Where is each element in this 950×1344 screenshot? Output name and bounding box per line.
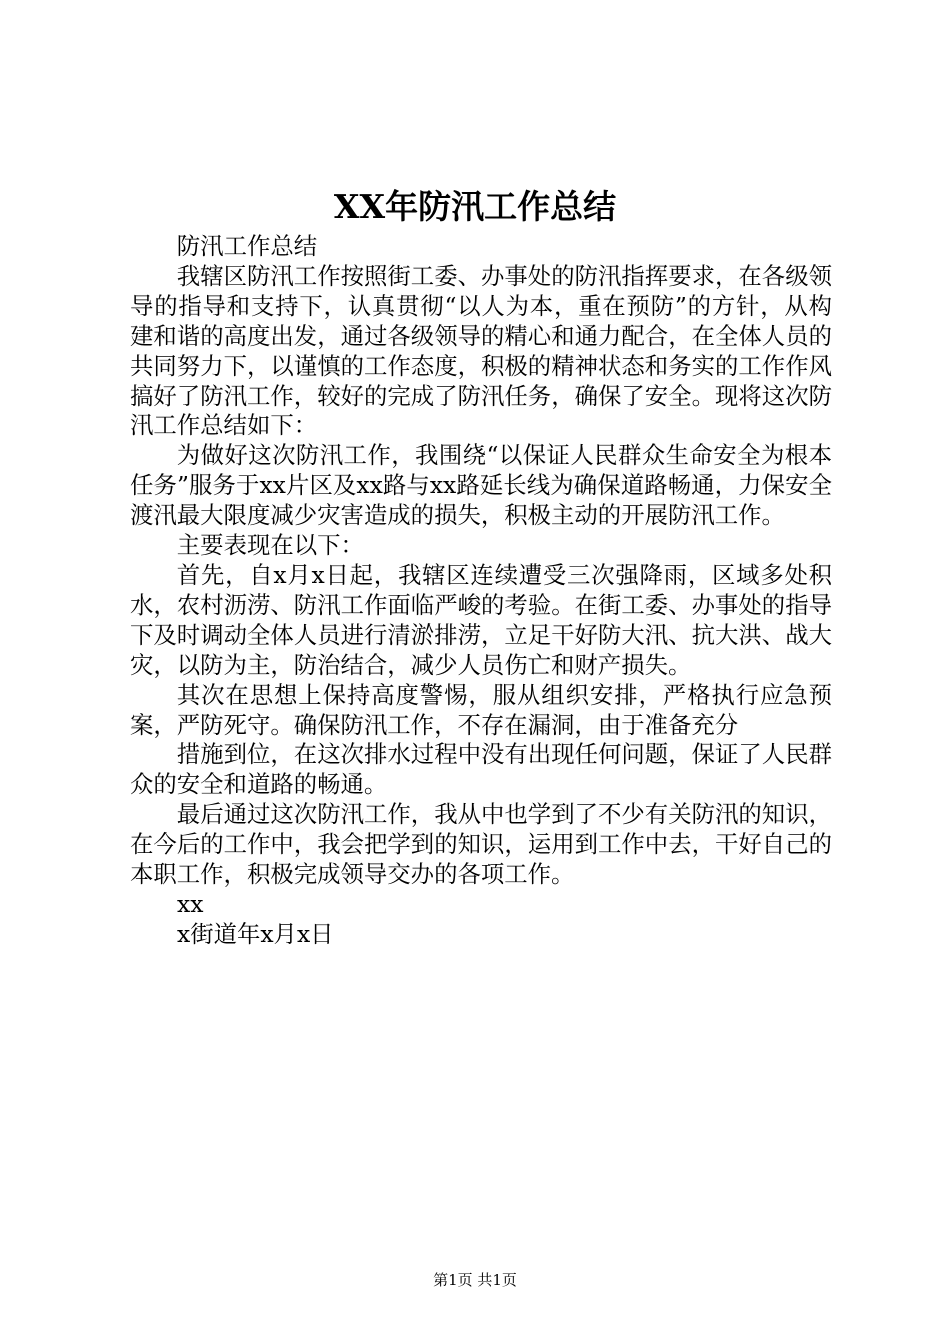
paragraph-last: 最后通过这次防汛工作，我从中也学到了不少有关防汛的知识，在今后的工作中，我会把学到的知识，运用到工作中去，干好自己的本职工作，积极完成领导交办的各项工作。 [130, 800, 832, 889]
paragraph-second: 其次在思想上保持高度警惕，服从组织安排，严格执行应急预案，严防死守。确保防汛工作，不存在漏洞，由于准备充分 [130, 680, 832, 739]
document-body [130, 232, 832, 950]
page-footer: 第1页 共1页 [433, 1271, 517, 1289]
signature: xx [177, 889, 204, 918]
document-title: XX年防汛工作总结 [333, 187, 617, 226]
paragraph-first: 首先，自x月x日起，我辖区连续遭受三次强降雨，区域多处积水，农村沥涝、防汛工作面临严峻的考验。在街工委、办事处的指导下及时调动全体人员进行清淤排涝，立足干好防大汛、抗大洪、战大灾，以防为主，防治结合，减少人员伤亡和财产损失。 [130, 560, 832, 679]
paragraph-main-points: 主要表现在以下： [176, 531, 364, 560]
signature-date: x街道年x月x日 [177, 919, 334, 948]
paragraph-task: 为做好这次防汛工作，我围绕“以保证人民群众生命安全为根本任务”服务于xx片区及xx路与xx路延长线为确保道路畅通，力保安全渡汛最大限度减少灾害造成的损失，积极主动的开展防汛工作。 [130, 441, 832, 530]
paragraph-measures: 措施到位，在这次排水过程中没有出现任何问题，保证了人民群众的安全和道路的畅通。 [130, 740, 832, 799]
paragraph-intro: 我辖区防汛工作按照街工委、办事处的防汛指挥要求，在各级领导的指导和支持下，认真贯彻“以人为本，重在预防”的方针，从构建和谐的高度出发，通过各级领导的精心和通力配合，在全体人员的共同努力下，以谨慎的工作态度，积极的精神状态和务实的工作作风搞好了防汛工作，较好的完成了防汛任务，确保了安全。现将这次防汛工作总结如下： [130, 261, 832, 440]
paragraph-heading: 防汛工作总结 [176, 232, 318, 260]
